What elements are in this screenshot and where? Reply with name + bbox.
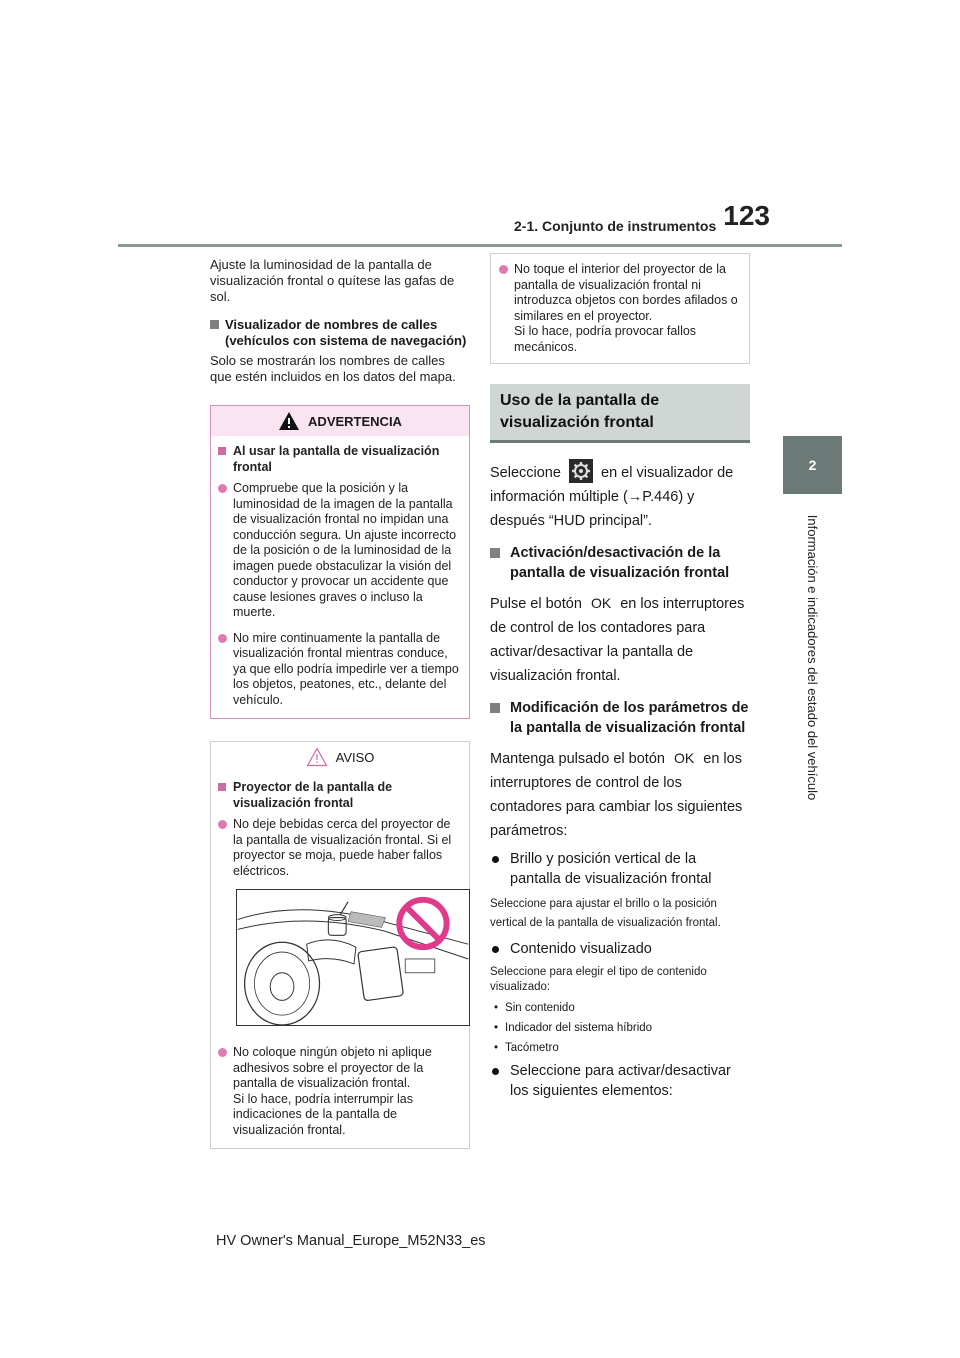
toggle-heading bbox=[490, 543, 750, 583]
notice-item-text: No coloque ningún objeto ni aplique adhesivos sobre el proyector de la pantalla de visualización frontal. Si lo hace, podría interrumpir las indicaciones de la pantalla de visualización frontal. bbox=[233, 1045, 432, 1137]
parameter-bullet-text: Contenido visualizado bbox=[510, 941, 652, 958]
square-bullet-icon bbox=[218, 447, 226, 455]
content-option-text: Sin contenido bbox=[505, 1002, 575, 1015]
toggle-heading-text: Activación/desactivación de la pantalla de visualización frontal bbox=[510, 545, 730, 582]
bullet-dot-icon bbox=[492, 946, 499, 953]
chapter-tab: 2 bbox=[783, 436, 842, 494]
content-option bbox=[490, 1001, 750, 1015]
warning-box bbox=[210, 405, 470, 719]
content-option bbox=[490, 1041, 750, 1055]
select-post-text: en el visualizador de información múltiple (→P.446) y después “HUD principal”. bbox=[490, 465, 734, 530]
warning-item-text: No mire continuamente la pantalla de visualización frontal mientras conduce, ya que ello podría impedirle ver a tiempo los objetos, peatones, etc., delante del vehículo. bbox=[233, 630, 459, 707]
ok-button-icon: OK bbox=[673, 750, 695, 767]
circle-bullet-icon bbox=[218, 484, 227, 493]
notice-heading-text: Proyector de la pantalla de visualización frontal bbox=[233, 780, 393, 810]
parameter-bullet-text: Seleccione para activar/desactivar los siguientes elementos: bbox=[510, 1063, 731, 1100]
street-names-heading bbox=[210, 317, 470, 349]
header-rule bbox=[118, 244, 842, 247]
parameter-note: Seleccione para elegir el tipo de contenido visualizado: bbox=[490, 966, 707, 994]
content-option-text: Indicador del sistema híbrido bbox=[505, 1022, 653, 1035]
warning-body bbox=[211, 436, 469, 718]
parameter-bullet bbox=[490, 1061, 750, 1101]
parameter-bullet bbox=[490, 849, 750, 889]
warning-title: ADVERTENCIA bbox=[308, 413, 402, 429]
parameter-bullet-text: Brillo y posición vertical de la pantalla de visualización frontal bbox=[510, 851, 712, 888]
left-column bbox=[210, 257, 470, 1149]
settings-post-text: en los interruptores de control de los contadores para cambiar los siguientes parámetros: bbox=[490, 751, 743, 840]
small-bullet-icon: • bbox=[494, 1042, 499, 1055]
section-title: Uso de la pantalla de visualización frontal bbox=[490, 384, 750, 443]
warning-item bbox=[218, 631, 461, 709]
chapter-title-text: Información e indicadores del estado del vehículo bbox=[805, 514, 820, 801]
parameter-note: Seleccione para ajustar el brillo o la posición vertical de la pantalla de visualización frontal. bbox=[490, 898, 721, 930]
settings-instruction bbox=[490, 746, 750, 843]
notice-body bbox=[211, 772, 469, 1148]
content-option bbox=[490, 1021, 750, 1035]
settings-gear-icon bbox=[569, 459, 593, 483]
toggle-post-text: en los interruptores de control de los contadores para activar/desactivar la pantalla de visualización frontal. bbox=[490, 596, 745, 685]
settings-heading-text: Modificación de los parámetros de la pantalla de visualización frontal bbox=[510, 700, 749, 737]
circle-bullet-icon bbox=[218, 1048, 227, 1057]
chapter-title bbox=[783, 505, 842, 810]
settings-heading bbox=[490, 698, 750, 738]
page-number: 123 bbox=[723, 200, 770, 231]
warning-heading-text: Al usar la pantalla de visualización frontal bbox=[233, 444, 440, 474]
street-names-heading-text: Visualizador de nombres de calles (vehículos con sistema de navegación) bbox=[225, 317, 467, 348]
square-bullet-icon bbox=[210, 320, 219, 329]
warning-item-text: Compruebe que la posición y la luminosidad de la imagen de la pantalla de visualización frontal no impidan una conducción segura. Un ajuste incorrecto de la posición o de la luminosidad de la imagen puede obstaculizar la visión del conductor y provocar un accidente que cause lesiones graves o incluso la muerte. bbox=[233, 481, 457, 619]
caution-triangle-icon bbox=[306, 747, 328, 767]
section-label: 2-1. Conjunto de instrumentos bbox=[514, 218, 717, 234]
content-option-text: Tacómetro bbox=[505, 1042, 559, 1055]
warning-heading bbox=[218, 444, 461, 475]
notice-header bbox=[211, 742, 469, 772]
warning-item bbox=[218, 481, 461, 621]
warning-triangle-icon bbox=[278, 411, 300, 431]
square-bullet-icon bbox=[218, 783, 226, 791]
notice-heading bbox=[218, 780, 461, 811]
notice-item bbox=[218, 817, 461, 879]
small-bullet-icon: • bbox=[494, 1002, 499, 1015]
notice-title: AVISO bbox=[335, 749, 375, 765]
notice-continuation-box bbox=[490, 253, 750, 364]
settings-pre-text: Mantenga pulsado el botón bbox=[490, 751, 665, 768]
warning-header bbox=[211, 406, 469, 436]
small-bullet-icon: • bbox=[494, 1022, 499, 1035]
toggle-instruction bbox=[490, 591, 750, 688]
select-instruction bbox=[490, 461, 750, 533]
notice-box bbox=[210, 741, 470, 1149]
circle-bullet-icon bbox=[218, 634, 227, 643]
notice-item bbox=[218, 1045, 461, 1138]
notice-item-text: No toque el interior del proyector de la pantalla de visualización frontal ni introduzca objetos con bordes afilados o similares en el proyector. Si lo hace, podría provocar fallos mecánicos. bbox=[514, 262, 738, 354]
square-bullet-icon bbox=[490, 703, 500, 713]
circle-bullet-icon bbox=[499, 265, 508, 274]
footer-manual-id: HV Owner's Manual_Europe_M52N33_es bbox=[216, 1233, 486, 1249]
ok-button-icon: OK bbox=[590, 595, 612, 612]
street-names-text: Solo se mostrarán los nombres de calles que estén incluidos en los datos del mapa. bbox=[210, 353, 456, 384]
notice-item-text: No deje bebidas cerca del proyector de la pantalla de visualización frontal. Si el proyector se moja, puede haber fallos eléctricos. bbox=[233, 817, 452, 878]
bullet-dot-icon bbox=[492, 856, 499, 863]
select-pre-text: Seleccione bbox=[490, 465, 561, 481]
toggle-pre-text: Pulse el botón bbox=[490, 596, 582, 613]
parameter-bullet bbox=[490, 939, 750, 959]
right-column bbox=[490, 253, 750, 1101]
notice-item bbox=[499, 262, 741, 355]
circle-bullet-icon bbox=[218, 820, 227, 829]
intro-text: Ajuste la luminosidad de la pantalla de visualización frontal o quítese las gafas de sol. bbox=[210, 257, 455, 304]
dashboard-illustration bbox=[236, 889, 470, 1026]
bullet-dot-icon bbox=[492, 1068, 499, 1075]
square-bullet-icon bbox=[490, 548, 500, 558]
